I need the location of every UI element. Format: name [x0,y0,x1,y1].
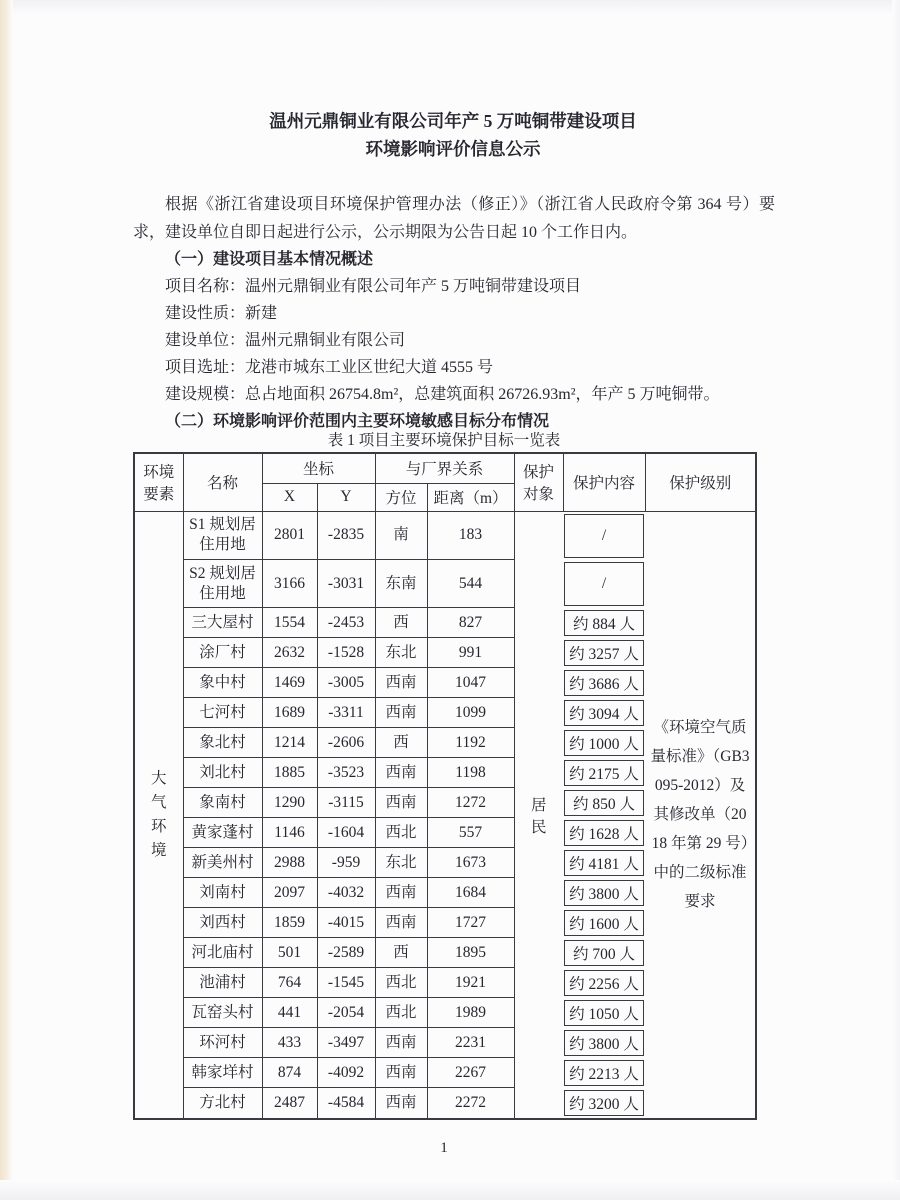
scan-edge-top [0,0,900,15]
cell-y: -2054 [317,998,375,1028]
cell-x: 1885 [262,758,317,788]
page-number: 1 [440,1140,448,1156]
cell-protect-content [563,511,645,560]
section-heading-2: （二）环境影响评价范围内主要环境敏感目标分布情况 [165,413,550,430]
table-header-row-1 [134,453,756,483]
cell-y: -4584 [317,1088,375,1119]
cell-y: -4092 [317,1058,375,1088]
cell-y: -2835 [317,511,375,560]
cell-direction: 西南 [375,788,427,818]
cell-distance: 991 [427,638,514,668]
cell-direction: 南 [375,511,427,560]
cell-x: 874 [262,1058,317,1088]
section-heading-1: （一）建设项目基本情况概述 [165,251,374,268]
cell-x: 764 [262,968,317,998]
cell-name: 韩家垟村 [183,1058,262,1088]
protect-content-box: 约 2256 人 [564,970,644,996]
cell-direction: 西 [375,728,427,758]
intro-paragraph: 根据《浙江省建设项目环境保护管理办法（修正）》（浙江省人民政府令第 364 号）要求，建设单位自即日起进行公示，公示期限为公告日起 10 个工作日内。 [133,196,775,241]
protect-content-box: 约 3686 人 [564,670,644,696]
cell-name: 池浦村 [183,968,262,998]
cell-y: -1545 [317,968,375,998]
cell-direction: 西 [375,938,427,968]
cell-distance: 1921 [427,968,514,998]
cell-x: 1214 [262,728,317,758]
cell-direction: 西南 [375,1058,427,1088]
cell-x: 1146 [262,818,317,848]
cell-x: 3166 [262,560,317,608]
detail-line-build-unit: 建设单位：温州元鼎铜业有限公司 [165,332,406,349]
cell-x: 501 [262,938,317,968]
cell-distance: 1198 [427,758,514,788]
document-title [133,108,773,163]
cell-y: -3031 [317,560,375,608]
cell-direction: 西北 [375,818,427,848]
cell-distance: 183 [427,511,514,560]
cell-name: 黄家蓬村 [183,818,262,848]
cell-distance: 1727 [427,908,514,938]
protect-content-box: 约 1600 人 [564,910,644,936]
cell-name: 河北庙村 [183,938,262,968]
cell-distance: 1989 [427,998,514,1028]
cell-name: 涂厂村 [183,638,262,668]
cell-protect-content [563,1058,645,1088]
cell-name: 刘西村 [183,908,262,938]
cell-protect-content [563,728,645,758]
cell-distance: 1673 [427,848,514,878]
protect-content-box: 约 3800 人 [564,1030,644,1056]
cell-y: -4015 [317,908,375,938]
cell-direction: 西南 [375,1028,427,1058]
cell-name: S1 规划居住用地 [183,511,262,560]
cell-y: -1528 [317,638,375,668]
cell-protect-content [563,848,645,878]
cell-direction: 东北 [375,638,427,668]
cell-protect-content [563,638,645,668]
protect-content-box: 约 2175 人 [564,760,644,786]
cell-direction: 西南 [375,1088,427,1119]
project-summary-block [133,246,783,435]
col-header-y: Y [317,483,375,511]
cell-x: 1469 [262,668,317,698]
cell-y: -3005 [317,668,375,698]
col-header-name: 名称 [183,453,262,511]
cell-direction: 西北 [375,968,427,998]
cell-distance: 1895 [427,938,514,968]
col-header-protect-level: 保护级别 [645,453,756,511]
protect-content-box: 约 3800 人 [564,880,644,906]
cell-direction: 西南 [375,758,427,788]
col-header-coordinates: 坐标 [262,453,375,483]
cell-distance: 557 [427,818,514,848]
col-header-distance: 距离（m） [427,483,514,511]
cell-y: -3523 [317,758,375,788]
cell-protect-content [563,758,645,788]
cell-x: 1859 [262,908,317,938]
protect-content-box: 约 3257 人 [564,640,644,666]
col-header-env-element: 环境要素 [134,453,183,511]
document-title-line1: 温州元鼎铜业有限公司年产 5 万吨铜带建设项目 [269,111,637,131]
cell-protect-content [563,878,645,908]
cell-protect-content [563,938,645,968]
protect-content-box: 约 1050 人 [564,1000,644,1026]
cell-name: 刘北村 [183,758,262,788]
cell-protect-content [563,998,645,1028]
cell-protect-content [563,788,645,818]
protect-content-box: 约 4181 人 [564,850,644,876]
cell-distance: 1099 [427,698,514,728]
cell-name: S2 规划居住用地 [183,560,262,608]
cell-distance: 544 [427,560,514,608]
cell-direction: 西 [375,608,427,638]
cell-y: -959 [317,848,375,878]
scan-edge-bottom [0,1180,900,1200]
table-row [134,511,756,560]
cell-y: -3311 [317,698,375,728]
cell-name: 新美州村 [183,848,262,878]
cell-direction: 东南 [375,560,427,608]
protect-content-box: 约 3094 人 [564,700,644,726]
cell-name: 象北村 [183,728,262,758]
cell-distance: 2231 [427,1028,514,1058]
scan-edge-right [892,0,900,1200]
protect-content-box: / [564,562,644,606]
cell-name: 方北村 [183,1088,262,1119]
cell-protect-content [563,1088,645,1119]
cell-distance: 827 [427,608,514,638]
cell-x: 1290 [262,788,317,818]
cell-protect-content [563,908,645,938]
cell-y: -2606 [317,728,375,758]
cell-protect-content [563,608,645,638]
detail-line-project-name: 项目名称：温州元鼎铜业有限公司年产 5 万吨铜带建设项目 [165,278,582,295]
cell-x: 2097 [262,878,317,908]
cell-distance: 1272 [427,788,514,818]
col-header-direction: 方位 [375,483,427,511]
cell-y: -3115 [317,788,375,818]
cell-x: 441 [262,998,317,1028]
cell-distance: 2272 [427,1088,514,1119]
cell-direction: 西南 [375,878,427,908]
cell-distance: 1684 [427,878,514,908]
scan-edge-left [0,0,13,1200]
protect-content-box: / [564,514,644,558]
cell-x: 2801 [262,511,317,560]
cell-name: 环河村 [183,1028,262,1058]
detail-line-build-scale: 建设规模：总占地面积 26754.8m²，总建筑面积 26726.93m²，年产 5 万吨铜带。 [165,386,720,403]
cell-protect-content [563,1028,645,1058]
protect-content-box: 约 884 人 [564,610,644,636]
cell-direction: 西南 [375,908,427,938]
table-caption: 表 1 项目主要环境保护目标一览表 [327,432,561,449]
cell-y: -4032 [317,878,375,908]
cell-protect-content [563,818,645,848]
col-header-protect-object: 保护对象 [514,453,563,511]
cell-name: 七河村 [183,698,262,728]
cell-protect-content [563,968,645,998]
protect-content-box: 约 850 人 [564,790,644,816]
detail-line-build-nature: 建设性质：新建 [165,305,278,322]
detail-line-site-address: 项目选址：龙港市城东工业区世纪大道 4555 号 [165,359,494,376]
cell-protect-content [563,668,645,698]
protect-content-box: 约 700 人 [564,940,644,966]
cell-name: 刘南村 [183,878,262,908]
cell-y: -3497 [317,1028,375,1058]
protection-targets-table [133,452,757,1120]
cell-y: -2589 [317,938,375,968]
cell-direction: 东北 [375,848,427,878]
cell-protect-content [563,698,645,728]
cell-direction: 西北 [375,998,427,1028]
cell-protect-level: 《环境空气质量标准》（GB3095-2012）及其修改单（2018 年第 29 号）中的二级标准要求 [650,719,750,910]
cell-direction: 西南 [375,698,427,728]
cell-name: 瓦窑头村 [183,998,262,1028]
cell-protect-object: 居民 [514,511,563,1119]
cell-distance: 1192 [427,728,514,758]
cell-x: 433 [262,1028,317,1058]
protect-content-box: 约 3200 人 [564,1090,644,1116]
col-header-protect-content: 保护内容 [563,453,645,511]
cell-name: 象南村 [183,788,262,818]
cell-x: 2988 [262,848,317,878]
cell-distance: 1047 [427,668,514,698]
col-header-x: X [262,483,317,511]
cell-y: -2453 [317,608,375,638]
document-title-line2: 环境影响评价信息公示 [365,138,541,159]
cell-x: 2632 [262,638,317,668]
col-header-boundary-relation: 与厂界关系 [375,453,514,483]
cell-name: 象中村 [183,668,262,698]
cell-x: 1689 [262,698,317,728]
cell-env-element: 大气环境 [134,511,183,1119]
cell-name: 三大屋村 [183,608,262,638]
cell-y: -1604 [317,818,375,848]
protect-content-box: 约 2213 人 [564,1060,644,1086]
cell-protect-content [563,560,645,608]
protect-content-box: 约 1000 人 [564,730,644,756]
cell-distance: 2267 [427,1058,514,1088]
cell-x: 2487 [262,1088,317,1119]
cell-x: 1554 [262,608,317,638]
cell-direction: 西南 [375,668,427,698]
protect-content-box: 约 1628 人 [564,820,644,846]
